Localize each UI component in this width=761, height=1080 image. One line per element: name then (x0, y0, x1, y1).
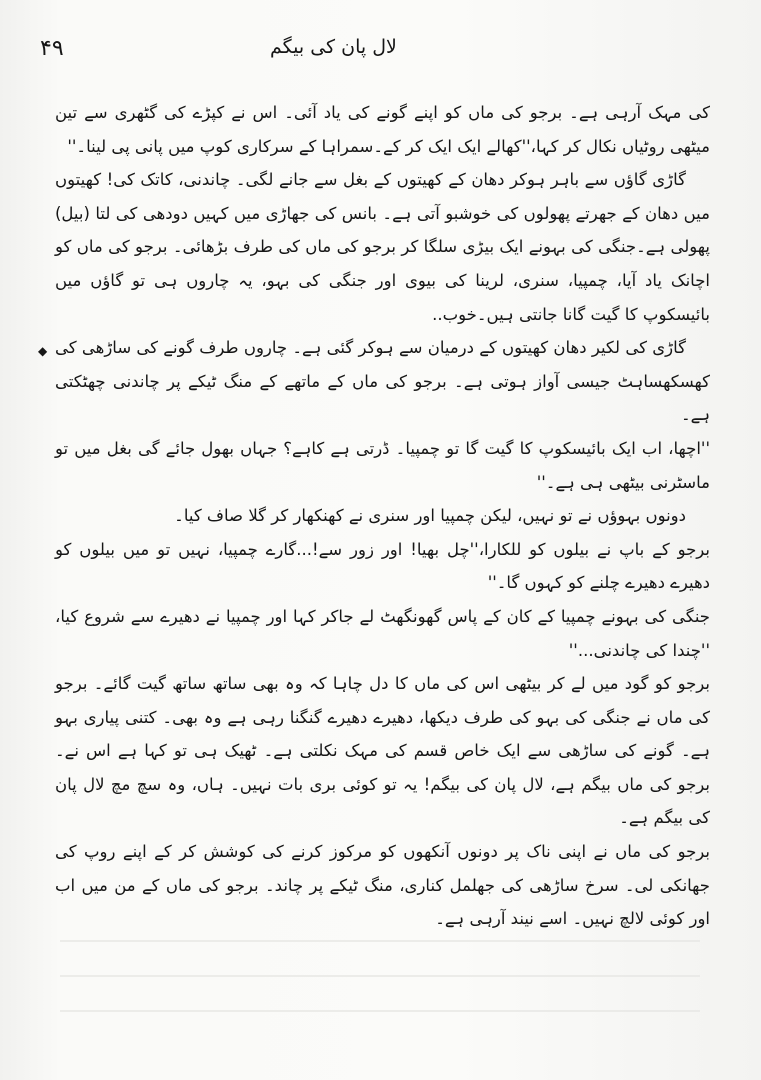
paragraph: برجو کے باپ نے بیلوں کو للکارا،''چل بھیا! اور زور سے!...گارے چمپیا، نہیں تو میں بیلوں کو دھیرے دھیرے چلنے کو کہوں گا۔'' (55, 539, 710, 593)
paragraph: دونوں بہوؤں نے تو نہیں، لیکن چمپیا اور سنری نے کھنکھار کر گلا صاف کیا۔ (174, 506, 686, 526)
paragraph: گاڑی گاؤں سے باہر ہوکر دھان کے کھیتوں کے بغل سے جانے لگی۔ چاندنی، کاتک کی! کھیتوں میں دھان کے جھرتے پھولوں کی خوشبو آتی ہے۔ بانس کی جھاڑی میں کہیں دودھی کی لتا (بیل) پھولی ہے۔جنگی کی بہونے ایک بیڑی سلگا کر برجو کی ماں کی طرف بڑھائی۔ برجو کی ماں کو اچانک یاد آیا، چمپیا، سنری، لرینا کی بیوی اور جنگی کی بہو، یہ چاروں ہی تو گاؤں میں بائیسکوپ کا گیت گانا جانتی ہیں۔خوب.. (55, 170, 710, 324)
margin-mark-icon: ◆ (38, 344, 48, 358)
show-through-line (60, 1010, 700, 1012)
running-title: لال پان کی بیگم (270, 36, 397, 58)
paragraph: برجو کی ماں نے اپنی ناک پر دونوں آنکھوں کو مرکوز کرنے کی کوشش کر کے اپنے روپ کی جھانکی لی۔ سرخ ساڑھی کی جھلمل کناری، منگ ٹیکے پر چاند۔ برجو کی ماں کے من میں اب اور کوئی لالچ نہیں۔ اسے نیند آرہی ہے۔ (55, 842, 710, 929)
show-through-line (60, 940, 700, 942)
page-header (40, 36, 720, 72)
show-through-line (60, 975, 700, 977)
paragraph: ''اچھا، اب ایک بائیسکوپ کا گیت گا تو چمپیا۔ ڈرتی ہے کاہے؟ جہاں بھول جائے گی بغل میں تو ماسٹرنی بیٹھی ہی ہے۔'' (55, 438, 710, 492)
paragraph: برجو کو گود میں لے کر بیٹھی اس کی ماں کا دل چاہا کہ وہ بھی ساتھ ساتھ گیت گائے۔ برجو کی ماں نے جنگی کی بہو کی طرف دیکھا، دھیرے دھیرے گنگنا رہی ہے وہ بھی۔ کتنی پیاری بہو ہے۔ گونے کی ساڑھی سے ایک خاص قسم کی مہک نکلتی ہے۔ ٹھیک ہی تو کہا ہے اس نے۔ برجو کی ماں بیگم ہے، لال پان کی بیگم! یہ تو کوئی بری بات نہیں۔ ہاں، وہ سچ مچ لال پان کی بیگم ہے۔ (55, 674, 710, 828)
page-number: ۴۹ (40, 36, 64, 61)
paragraph: جنگی کی بہونے چمپیا کے کان کے پاس گھونگھٹ لے جاکر کہا اور چمپیا نے دھیرے سے شروع کیا، ''چندا کی چاندنی...'' (55, 606, 710, 660)
paragraph: کی مہک آرہی ہے۔ برجو کی ماں کو اپنے گونے کی یاد آئی۔ اس نے کپڑے کی گٹھری سے تین میٹھی روٹیاں نکال کر کہا،''کھالے ایک ایک کر کے۔سمراہا کے سرکاری کوپ میں پانی پی لینا۔'' (55, 103, 710, 156)
body-text (55, 96, 710, 936)
paragraph: گاڑی کی لکیر دھان کھیتوں کے درمیان سے ہوکر گئی ہے۔ چاروں طرف گونے کی ساڑھی کی کھسکھساہٹ جیسی آواز ہوتی ہے۔ برجو کی ماں کے ماتھے کے منگ ٹیکے پر چاندنی چھٹکتی ہے۔ (55, 338, 710, 425)
